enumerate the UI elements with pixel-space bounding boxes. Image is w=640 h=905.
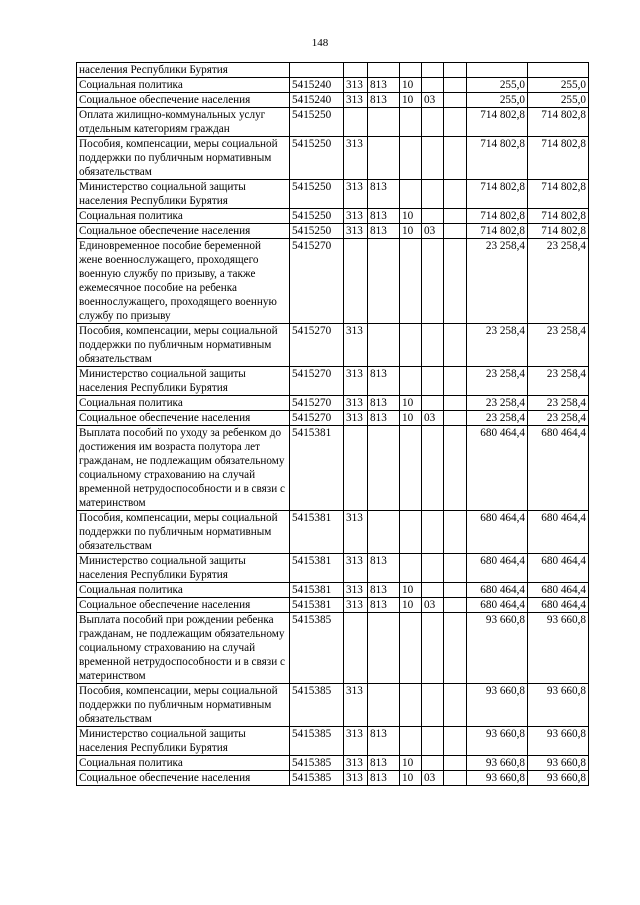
cell-amount-1: 23 258,4 [467, 324, 528, 367]
cell-blank [444, 598, 467, 613]
cell-target-article [290, 63, 344, 78]
cell-amount-2: 93 660,8 [528, 727, 589, 756]
table-row [77, 367, 589, 396]
cell-subsection [422, 613, 444, 684]
table-row [77, 209, 589, 224]
cell-target-article: 5415381 [290, 583, 344, 598]
cell-blank [444, 554, 467, 583]
cell-section [400, 108, 422, 137]
table-row [77, 396, 589, 411]
cell-expense-type [344, 613, 368, 684]
cell-blank [444, 411, 467, 426]
cell-section: 10 [400, 756, 422, 771]
cell-target-article: 5415381 [290, 426, 344, 511]
cell-name: Министерство социальной защиты населения Республики Бурятия [77, 727, 290, 756]
cell-section [400, 554, 422, 583]
cell-amount-2: 680 464,4 [528, 554, 589, 583]
cell-name: Единовременное пособие беременной жене военнослужащего, проходящего военную службу по призыву, а также ежемесячное пособие на ребенка военнослужащего, проходящего военную службу по призыву [77, 239, 290, 324]
cell-amount-1: 714 802,8 [467, 108, 528, 137]
table-row [77, 224, 589, 239]
cell-blank [444, 367, 467, 396]
cell-subsection [422, 209, 444, 224]
table-row [77, 180, 589, 209]
cell-blank [444, 63, 467, 78]
cell-expense-type: 313 [344, 684, 368, 727]
cell-section [400, 180, 422, 209]
cell-subsection [422, 367, 444, 396]
cell-ministry-code: 813 [368, 396, 400, 411]
cell-subsection [422, 511, 444, 554]
cell-section [400, 426, 422, 511]
cell-amount-2: 23 258,4 [528, 411, 589, 426]
table-row [77, 684, 589, 727]
cell-amount-1: 93 660,8 [467, 756, 528, 771]
cell-amount-1: 714 802,8 [467, 209, 528, 224]
cell-target-article: 5415270 [290, 411, 344, 426]
cell-amount-1: 680 464,4 [467, 554, 528, 583]
cell-section: 10 [400, 411, 422, 426]
cell-target-article: 5415385 [290, 771, 344, 786]
cell-target-article: 5415270 [290, 367, 344, 396]
cell-name: Социальное обеспечение населения [77, 771, 290, 786]
cell-name: Выплата пособий при рождении ребенка гражданам, не подлежащим обязательному социальному страхованию на случай временной нетрудоспособности и в связи с материнством [77, 613, 290, 684]
cell-expense-type: 313 [344, 598, 368, 613]
cell-amount-1: 23 258,4 [467, 396, 528, 411]
cell-target-article: 5415270 [290, 324, 344, 367]
budget-table-body [77, 63, 589, 786]
cell-subsection [422, 108, 444, 137]
cell-expense-type: 313 [344, 396, 368, 411]
cell-blank [444, 771, 467, 786]
cell-expense-type: 313 [344, 756, 368, 771]
cell-expense-type: 313 [344, 324, 368, 367]
cell-target-article: 5415270 [290, 239, 344, 324]
cell-amount-1: 23 258,4 [467, 367, 528, 396]
cell-name: Министерство социальной защиты населения Республики Бурятия [77, 180, 290, 209]
cell-blank [444, 426, 467, 511]
cell-expense-type: 313 [344, 93, 368, 108]
cell-ministry-code [368, 511, 400, 554]
cell-target-article: 5415240 [290, 93, 344, 108]
cell-section [400, 684, 422, 727]
cell-amount-1: 93 660,8 [467, 727, 528, 756]
cell-target-article: 5415250 [290, 209, 344, 224]
cell-ministry-code [368, 137, 400, 180]
cell-ministry-code: 813 [368, 209, 400, 224]
cell-name: Пособия, компенсации, меры социальной поддержки по публичным нормативным обязательствам [77, 137, 290, 180]
cell-subsection [422, 554, 444, 583]
cell-blank [444, 224, 467, 239]
cell-ministry-code: 813 [368, 771, 400, 786]
cell-amount-1: 680 464,4 [467, 511, 528, 554]
cell-expense-type: 313 [344, 554, 368, 583]
cell-target-article: 5415385 [290, 756, 344, 771]
cell-name: Пособия, компенсации, меры социальной поддержки по публичным нормативным обязательствам [77, 324, 290, 367]
cell-name: Министерство социальной защиты населения Республики Бурятия [77, 554, 290, 583]
cell-amount-1: 255,0 [467, 78, 528, 93]
table-row [77, 554, 589, 583]
cell-subsection [422, 63, 444, 78]
cell-subsection [422, 583, 444, 598]
cell-name: Социальная политика [77, 78, 290, 93]
cell-subsection: 03 [422, 771, 444, 786]
cell-section: 10 [400, 396, 422, 411]
cell-target-article: 5415270 [290, 396, 344, 411]
cell-subsection [422, 426, 444, 511]
cell-section: 10 [400, 78, 422, 93]
table-row [77, 108, 589, 137]
cell-blank [444, 684, 467, 727]
cell-name: Социальное обеспечение населения [77, 93, 290, 108]
cell-amount-1: 680 464,4 [467, 426, 528, 511]
cell-ministry-code [368, 239, 400, 324]
cell-amount-1: 93 660,8 [467, 613, 528, 684]
table-row [77, 613, 589, 684]
page-number: 148 [311, 37, 329, 49]
cell-subsection [422, 684, 444, 727]
cell-ministry-code: 813 [368, 93, 400, 108]
cell-target-article: 5415250 [290, 224, 344, 239]
table-row [77, 137, 589, 180]
cell-target-article: 5415385 [290, 684, 344, 727]
cell-section [400, 367, 422, 396]
cell-section [400, 613, 422, 684]
cell-ministry-code: 813 [368, 180, 400, 209]
cell-ministry-code [368, 324, 400, 367]
table-row [77, 93, 589, 108]
cell-expense-type: 313 [344, 137, 368, 180]
table-row [77, 324, 589, 367]
cell-amount-1: 255,0 [467, 93, 528, 108]
cell-expense-type: 313 [344, 511, 368, 554]
cell-expense-type [344, 63, 368, 78]
cell-subsection: 03 [422, 598, 444, 613]
cell-amount-1: 714 802,8 [467, 137, 528, 180]
cell-expense-type [344, 426, 368, 511]
cell-name: Пособия, компенсации, меры социальной поддержки по публичным нормативным обязательствам [77, 684, 290, 727]
cell-blank [444, 93, 467, 108]
cell-expense-type [344, 239, 368, 324]
cell-subsection [422, 396, 444, 411]
cell-ministry-code: 813 [368, 367, 400, 396]
cell-name: Социальная политика [77, 756, 290, 771]
cell-blank [444, 137, 467, 180]
cell-amount-1: 23 258,4 [467, 239, 528, 324]
cell-subsection [422, 239, 444, 324]
cell-amount-2: 23 258,4 [528, 239, 589, 324]
table-row [77, 411, 589, 426]
cell-blank [444, 396, 467, 411]
cell-subsection [422, 756, 444, 771]
cell-blank [444, 239, 467, 324]
cell-amount-2: 93 660,8 [528, 771, 589, 786]
cell-section [400, 511, 422, 554]
cell-ministry-code: 813 [368, 756, 400, 771]
cell-amount-1: 680 464,4 [467, 598, 528, 613]
cell-name: Социальная политика [77, 396, 290, 411]
cell-ministry-code: 813 [368, 598, 400, 613]
cell-ministry-code: 813 [368, 727, 400, 756]
cell-subsection [422, 180, 444, 209]
cell-ministry-code: 813 [368, 224, 400, 239]
cell-section: 10 [400, 771, 422, 786]
table-row [77, 239, 589, 324]
cell-amount-2: 714 802,8 [528, 137, 589, 180]
cell-subsection: 03 [422, 411, 444, 426]
cell-amount-2 [528, 63, 589, 78]
cell-blank [444, 78, 467, 93]
cell-blank [444, 727, 467, 756]
cell-amount-1: 93 660,8 [467, 771, 528, 786]
cell-amount-2: 714 802,8 [528, 209, 589, 224]
cell-blank [444, 613, 467, 684]
cell-name: Социальное обеспечение населения [77, 224, 290, 239]
cell-subsection [422, 727, 444, 756]
cell-blank [444, 583, 467, 598]
cell-blank [444, 756, 467, 771]
cell-ministry-code: 813 [368, 583, 400, 598]
cell-blank [444, 511, 467, 554]
budget-table [76, 62, 589, 786]
table-row [77, 598, 589, 613]
cell-target-article: 5415385 [290, 613, 344, 684]
cell-section [400, 239, 422, 324]
cell-name: Социальное обеспечение населения [77, 411, 290, 426]
cell-subsection: 03 [422, 224, 444, 239]
cell-blank [444, 209, 467, 224]
cell-section: 10 [400, 598, 422, 613]
cell-amount-2: 23 258,4 [528, 324, 589, 367]
cell-name: Социальная политика [77, 209, 290, 224]
table-row [77, 63, 589, 78]
cell-amount-2: 93 660,8 [528, 684, 589, 727]
cell-ministry-code: 813 [368, 411, 400, 426]
cell-amount-2: 714 802,8 [528, 180, 589, 209]
cell-ministry-code [368, 684, 400, 727]
cell-blank [444, 108, 467, 137]
cell-target-article: 5415385 [290, 727, 344, 756]
cell-target-article: 5415250 [290, 180, 344, 209]
cell-name: Оплата жилищно-коммунальных услуг отдельным категориям граждан [77, 108, 290, 137]
cell-name: Социальная политика [77, 583, 290, 598]
table-row [77, 426, 589, 511]
cell-expense-type: 313 [344, 411, 368, 426]
cell-subsection [422, 78, 444, 93]
cell-amount-1: 23 258,4 [467, 411, 528, 426]
cell-subsection [422, 324, 444, 367]
cell-name: населения Республики Бурятия [77, 63, 290, 78]
cell-amount-1: 714 802,8 [467, 180, 528, 209]
cell-subsection [422, 137, 444, 180]
cell-amount-1: 680 464,4 [467, 583, 528, 598]
cell-section: 10 [400, 583, 422, 598]
cell-expense-type: 313 [344, 180, 368, 209]
cell-expense-type: 313 [344, 367, 368, 396]
cell-section [400, 63, 422, 78]
cell-section: 10 [400, 93, 422, 108]
cell-expense-type [344, 108, 368, 137]
cell-target-article: 5415250 [290, 137, 344, 180]
cell-section: 10 [400, 209, 422, 224]
table-row [77, 583, 589, 598]
cell-name: Министерство социальной защиты населения Республики Бурятия [77, 367, 290, 396]
cell-section [400, 324, 422, 367]
cell-amount-2: 93 660,8 [528, 613, 589, 684]
cell-amount-1 [467, 63, 528, 78]
table-row [77, 727, 589, 756]
cell-ministry-code [368, 613, 400, 684]
cell-amount-1: 93 660,8 [467, 684, 528, 727]
cell-amount-2: 93 660,8 [528, 756, 589, 771]
cell-amount-2: 23 258,4 [528, 396, 589, 411]
table-row [77, 78, 589, 93]
cell-expense-type: 313 [344, 771, 368, 786]
cell-expense-type: 313 [344, 583, 368, 598]
cell-target-article: 5415250 [290, 108, 344, 137]
cell-expense-type: 313 [344, 727, 368, 756]
cell-target-article: 5415381 [290, 598, 344, 613]
cell-ministry-code: 813 [368, 554, 400, 583]
cell-target-article: 5415240 [290, 78, 344, 93]
cell-section [400, 137, 422, 180]
cell-ministry-code: 813 [368, 78, 400, 93]
cell-section: 10 [400, 224, 422, 239]
cell-amount-2: 714 802,8 [528, 224, 589, 239]
cell-blank [444, 324, 467, 367]
cell-amount-1: 714 802,8 [467, 224, 528, 239]
cell-name: Социальное обеспечение населения [77, 598, 290, 613]
cell-target-article: 5415381 [290, 554, 344, 583]
cell-amount-2: 255,0 [528, 93, 589, 108]
cell-expense-type: 313 [344, 209, 368, 224]
table-row [77, 511, 589, 554]
cell-subsection: 03 [422, 93, 444, 108]
cell-ministry-code [368, 108, 400, 137]
cell-section [400, 727, 422, 756]
cell-name: Выплата пособий по уходу за ребенком до достижения им возраста полутора лет гражданам, не подлежащим обязательному социальному страхованию на случай временной нетрудоспособности и в связи с материнством [77, 426, 290, 511]
cell-amount-2: 255,0 [528, 78, 589, 93]
cell-amount-2: 680 464,4 [528, 426, 589, 511]
cell-ministry-code [368, 63, 400, 78]
cell-ministry-code [368, 426, 400, 511]
cell-amount-2: 680 464,4 [528, 583, 589, 598]
table-row [77, 771, 589, 786]
cell-target-article: 5415381 [290, 511, 344, 554]
cell-expense-type: 313 [344, 224, 368, 239]
cell-amount-2: 714 802,8 [528, 108, 589, 137]
cell-amount-2: 680 464,4 [528, 511, 589, 554]
cell-blank [444, 180, 467, 209]
cell-expense-type: 313 [344, 78, 368, 93]
table-row [77, 756, 589, 771]
cell-amount-2: 23 258,4 [528, 367, 589, 396]
cell-name: Пособия, компенсации, меры социальной поддержки по публичным нормативным обязательствам [77, 511, 290, 554]
cell-amount-2: 680 464,4 [528, 598, 589, 613]
